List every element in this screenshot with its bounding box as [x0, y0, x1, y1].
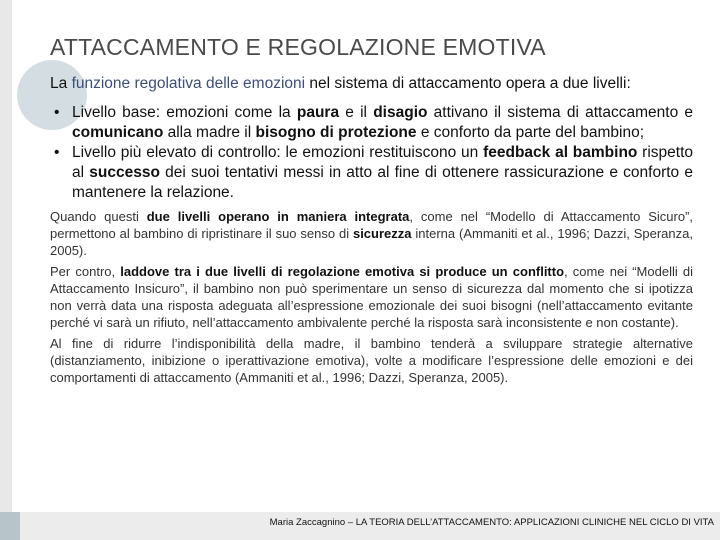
bullet-list — [50, 103, 693, 203]
paragraph-conflict: Per contro, laddove tra i due livelli di regolazione emotiva si produce un conflitto, come nei “Modelli di Attaccamento Insicuro”, il bambino non può sperimentare un senso di sicurezza dal momento che si ipotizza non verrà data una risposta adeguata all’espressione emozionale dei suoi bisogni (nell’attaccamento evitante perché vi sarà un rifiuto, nell’attaccamento ambivalente perché la risposta sarà inconsistente e non costante). — [50, 264, 694, 330]
footer-credit: Maria Zaccagnino – LA TEORIA DELL’ATTACCAMENTO: APPLICAZIONI CLINICHE NEL CICLO DI VITA — [269, 517, 714, 528]
intro-paragraph: La funzione regolativa delle emozioni nel sistema di attaccamento opera a due livelli: — [50, 75, 631, 92]
paragraph-integrated-levels: Quando questi due livelli operano in maniera integrata, come nel “Modello di Attaccamento Sicuro”, permettono al bambino di ripristinare il suo senso di sicurezza interna (Ammaniti et al., 1996; Dazzi, Speranza, 2005). — [50, 209, 694, 258]
left-decor-bar — [0, 0, 12, 512]
slide-content — [50, 74, 693, 390]
slide-title: ATTACCAMENTO E REGOLAZIONE EMOTIVA — [50, 34, 546, 60]
bullet-item-base-level: • Livello base: emozioni come la paura e il disagio attivano il sistema di attaccamento e comunicano alla madre il bisogno di protezione e conforto da parte del bambino; — [50, 103, 693, 143]
footer-decor-strip — [0, 512, 20, 540]
bullet-item-higher-level: • Livello più elevato di controllo: le emozioni restituiscono un feedback al bambino rispetto al successo dei suoi tentativi messi in atto al fine di ottenere rassicurazione e conforto e mantenere la relazione. — [50, 143, 693, 203]
paragraph-strategies: Al fine di ridurre l’indisponibilità della madre, il bambino tenderà a sviluppare strategie alternative (distanziamento, inibizione o iperattivazione emotiva), volte a modificare l’espressione delle emozioni e dei comportamenti di attaccamento (Ammaniti et al., 1996; Dazzi, Speranza, 2005). — [50, 336, 693, 385]
intro-highlight: funzione regolativa delle emozioni — [71, 75, 306, 92]
